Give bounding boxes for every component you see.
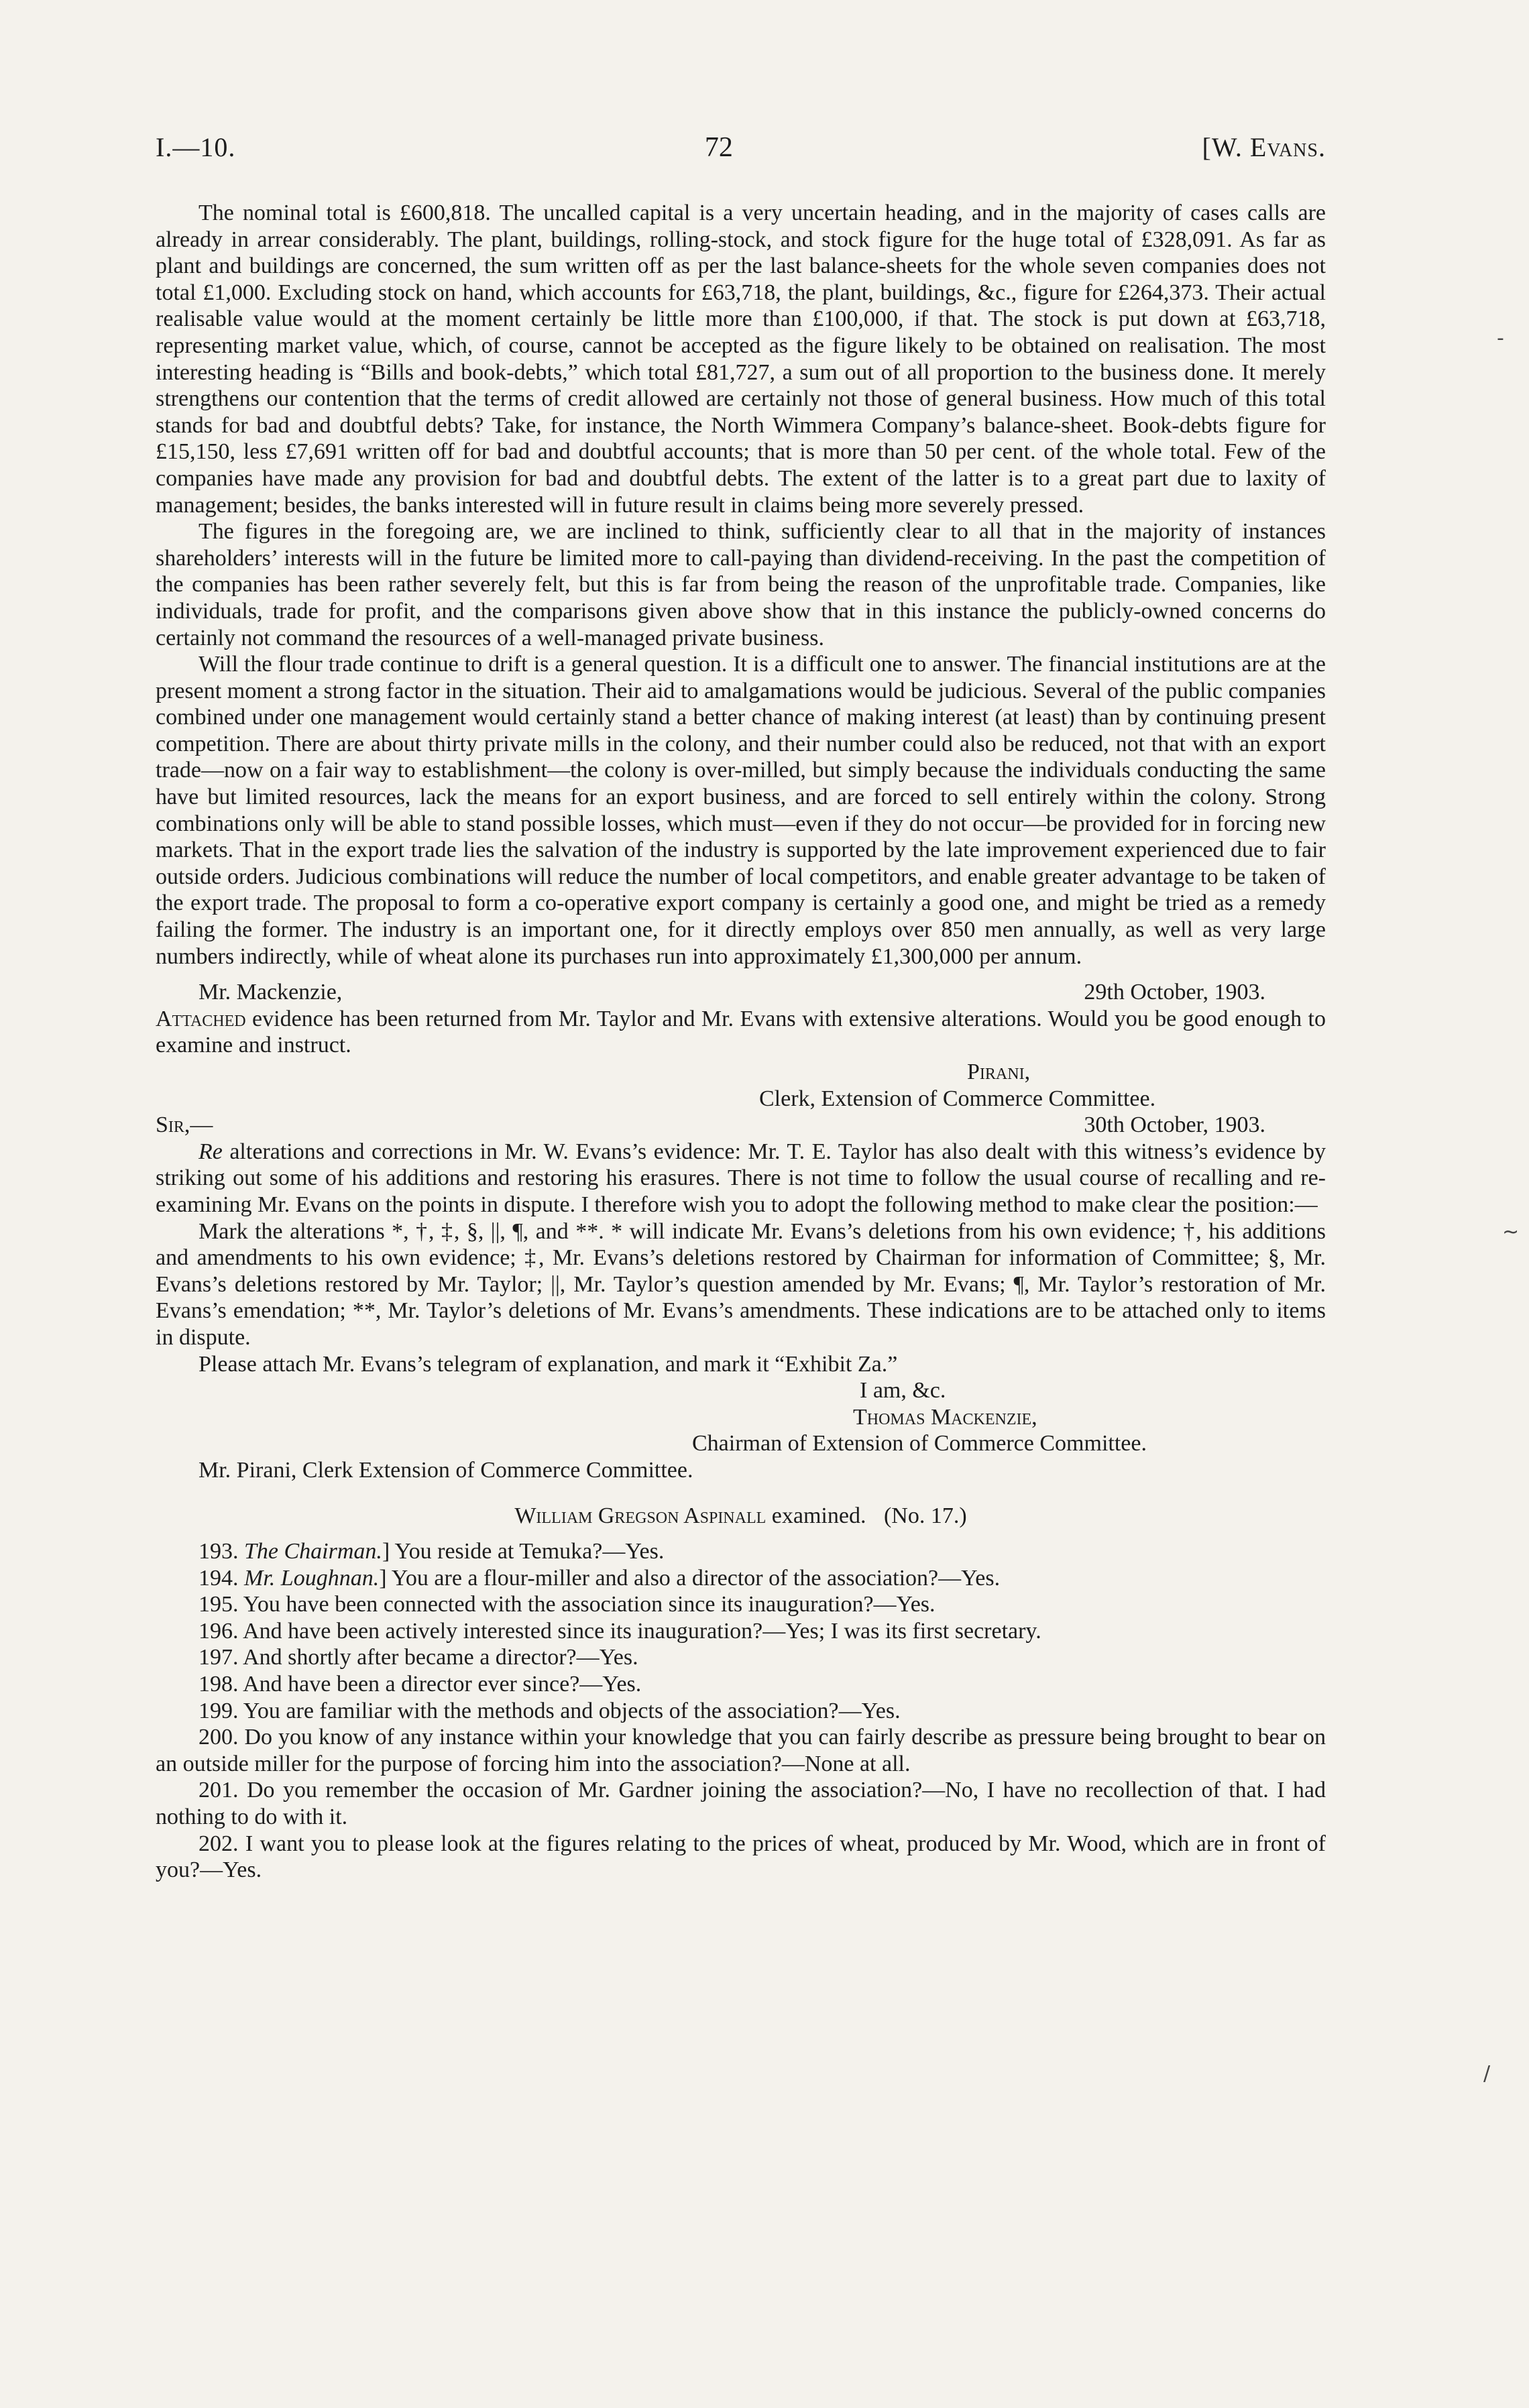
questioner: The Chairman. (244, 1539, 382, 1564)
memo-salutation: Sir,— (156, 1112, 213, 1138)
question-number: 194. (199, 1565, 239, 1591)
memo-signature: Thomas Mackenzie, (853, 1404, 1037, 1430)
memo-addressee: Mr. Mackenzie, (199, 980, 343, 1005)
question-194: 194. Mr. Loughnan.] You are a flour-miller and also a director of the association?—Yes. (199, 1565, 1001, 1591)
question-text: And have been actively interested since its inauguration?—Yes; I was its first secretary. (243, 1618, 1041, 1644)
witness-running-head: [W. Evans. (1202, 132, 1326, 162)
question-text: And shortly after became a director?—Yes. (243, 1645, 638, 1670)
question-202 (156, 1831, 1326, 1884)
question-text: Do you remember the occasion of Mr. Gardner joining the association?—No, I have no recollection of that. I had nothing to do with it. (156, 1778, 1326, 1830)
memo-date: 30th October, 1903. (1084, 1112, 1265, 1138)
question-number: 193. (199, 1539, 239, 1564)
memo-body: evidence has been returned from Mr. Taylor and Mr. Evans with extensive alterations. Would you be good enough to examine and instruct. (156, 1006, 1326, 1058)
witness-name: William Gregson Aspinall (514, 1503, 767, 1528)
question-199 (156, 1698, 1326, 1725)
question-195 (156, 1591, 1326, 1618)
question-number: 197. (199, 1645, 239, 1670)
question-text: Do you know of any instance within your knowledge that you can fairly describe as pressure being brought to bear on an outside miller for the purpose of forcing him into the association?—None at all. (156, 1725, 1326, 1776)
memo-lead-word: Attached (156, 1006, 246, 1031)
examination-heading (156, 1503, 1326, 1530)
question-number: 198. (199, 1672, 239, 1697)
memo-signature-title: Chairman of Extension of Commerce Committee. (692, 1431, 1147, 1456)
memo-recipient: Mr. Pirani, Clerk Extension of Commerce Committee. (199, 1457, 693, 1483)
question-text: And have been a director ever since?—Yes. (243, 1672, 642, 1697)
question-text: You are a flour-miller and also a director of the association?—Yes. (391, 1565, 1001, 1591)
question-number: 202. (199, 1831, 239, 1856)
paragraph-flour-trade: Will the flour trade continue to drift is a general question. It is a difficult one to answer. The financial institutions are at the present moment a strong factor in the situation. Their aid to amalgamations would be judicious. Several of the public companies combined under one management would certainly stand a better chance of making interest (at least) than by continuing present competition. There are about thirty private mills in the colony, and their number could also be reduced, not that with an export trade—now on a fair way to establishment—the colony is over-milled, but simply because the individuals conducting the same have but limited resources, lack the means for an export business, and are forced to sell entirely within the colony. Strong combinations only will be able to stand possible losses, which must—even if they do not occur—be provided for in forcing new markets. That in the export trade lies the salvation of the industry is supported by the late improvement experienced due to fair outside orders. Judicious combinations will reduce the number of local competitors, and enable greater advantage to be taken of the export trade. The proposal to form a co-operative export company is certainly a good one, and might be tried as a remedy failing the former. The industry is an important one, for it directly employs over 850 men annually, as well as very large numbers indirectly, while of wheat alone its purchases run into approximately £1,300,000 per annum. (156, 652, 1326, 969)
memo-sir (156, 1112, 1326, 1483)
paragraph-balance-sheet: The nominal total is £600,818. The uncalled capital is a very uncertain heading, and in the majority of cases calls are already in arrear considerably. The plant, buildings, rolling-stock, and stock figure for the huge total of £328,091. As far as plant and buildings are concerned, the sum written off as per the last balance-sheets for the whole seven companies does not total £1,000. Excluding stock on hand, which accounts for £63,718, the plant, buildings, &c., figure for £264,373. Their actual realisable value would at the moment certainly be little more than £100,000, if that. The stock is put down at £63,718, representing market value, which, of course, cannot be accepted as the figure likely to be obtained on realisation. The most interesting heading is “Bills and book-debts,” which total £81,727, a sum out of all proportion to the business done. It merely strengthens our contention that the terms of credit allowed are certainly not those of general business. How much of this total stands for bad and doubtful debts? Take, for instance, the North Wimmera Company’s balance-sheet. Book-debts figure for £15,150, less £7,691 written off for bad and doubtful accounts; that is more than 50 per cent. of the whole total. Few of the companies have made any provision for bad and doubtful debts. The extent of the latter is to a great part due to laxity of management; besides, the banks interested will in future result in claims being more severely pressed. (156, 200, 1326, 518)
memo-telegram-paragraph: Please attach Mr. Evans’s telegram of explanation, and mark it “Exhibit Za.” (199, 1351, 898, 1377)
question-200 (156, 1724, 1326, 1777)
question-text: You reside at Temuka?—Yes. (394, 1539, 665, 1564)
question-text: You are familiar with the methods and objects of the association?—Yes. (243, 1698, 901, 1723)
question-198 (156, 1671, 1326, 1698)
question-193: 193. The Chairman.] You reside at Temuka?—Yes. (199, 1539, 665, 1564)
memo-signature: Pirani, (967, 1059, 1031, 1084)
page-header (156, 134, 1326, 172)
margin-mark: - (1497, 327, 1504, 350)
memo-marks-paragraph: Mark the alterations *, †, ‡, §, ||, ¶, and **. * will indicate Mr. Evans’s deletions from his own evidence; †, his additions and amendments to his own evidence; ‡, Mr. Evans’s deletions restored by Chairman for information of Committee; §, Mr. Evans’s deletions restored by Mr. Taylor; ||, Mr. Taylor’s question amended by Mr. Evans; ¶, Mr. Taylor’s restoration of Mr. Evans’s emendation; **, Mr. Taylor’s deletions of Mr. Evans’s amendments. These indications are to be attached only to items in dispute. (156, 1218, 1326, 1350)
memo-date: 29th October, 1903. (1084, 980, 1265, 1005)
examined-label: examined. (766, 1503, 866, 1528)
margin-mark: / (1483, 2062, 1491, 2085)
question-list (156, 1538, 1326, 1884)
questioner: Mr. Loughnan. (244, 1565, 380, 1591)
question-number: 196. (199, 1618, 239, 1644)
question-number: 195. (199, 1592, 239, 1617)
question-number: 201. (199, 1778, 239, 1803)
question-196 (156, 1618, 1326, 1645)
paragraph-foregoing-figures: The figures in the foregoing are, we are inclined to think, sufficiently clear to all that in the majority of instances shareholders’ interests will in the future be limited more to call-paying than dividend-receiving. In the past the competition of the companies has been rather severely felt, but this is far from being the reason of the unprofitable trade. Companies, like individuals, trade for profit, and the comparisons given above show that in this instance the publicly-owned concerns do certainly not command the resources of a well-managed private business. (156, 519, 1326, 650)
memo-signature-title: Clerk, Extension of Commerce Committee. (759, 1086, 1156, 1111)
question-text: I want you to please look at the figures relating to the prices of wheat, produced by Mr. Wood, which are in front of you?—Yes. (156, 1831, 1326, 1883)
question-number: 200. (199, 1725, 239, 1750)
memo-paragraph: alterations and corrections in Mr. W. Evans’s evidence: Mr. T. E. Taylor has also dealt with this witness’s evidence by striking out some of his additions and restoring his erasures. There is not time to follow the usual course of recalling and re-examining Mr. Evans on the points in dispute. I therefore wish you to adopt the following method to make clear the position:— (156, 1139, 1326, 1217)
question-197 (156, 1644, 1326, 1671)
margin-mark: ~ (1502, 1220, 1520, 1244)
witness-number: (No. 17.) (883, 1503, 967, 1528)
question-201 (156, 1777, 1326, 1830)
sheet-reference: I.—10. (156, 132, 236, 162)
page-number: 72 (704, 132, 733, 163)
memo-re: Re (199, 1139, 223, 1164)
memo-closing: I am, &c. (860, 1378, 946, 1403)
document-page (156, 134, 1326, 1884)
question-text: You have been connected with the association since its inauguration?—Yes. (243, 1592, 936, 1617)
memo-mackenzie (156, 979, 1326, 1112)
question-number: 199. (199, 1698, 239, 1723)
